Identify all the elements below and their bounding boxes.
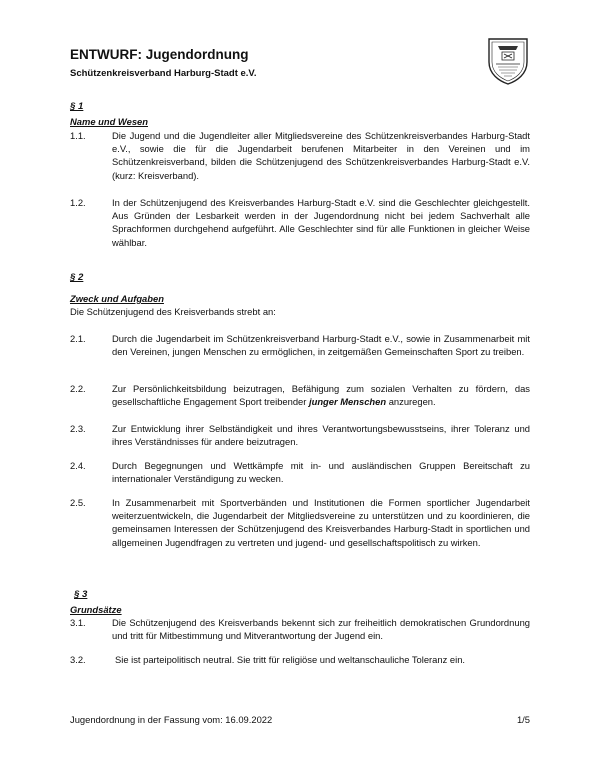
paragraph-1-1: [70, 129, 530, 182]
paragraph-number: 1.1.: [70, 130, 86, 141]
paragraph-3-2: [70, 653, 530, 666]
section-2-intro: Die Schützenjugend des Kreisverbands strebt an:: [70, 306, 276, 317]
section-1-sign: § 1: [70, 101, 84, 112]
paragraph-1-2: [70, 196, 530, 249]
section-2-sign: § 2: [70, 272, 84, 283]
paragraph-2-1: [70, 332, 530, 358]
paragraph-text: In Zusammenarbeit mit Sportverbänden und Institutionen die Formen sportlicher Jugendarbeit weiterzuentwickeln, die Jugendarbeit der Mitgliedsvereine zu unterstützen und zu koordinieren, die gemeinsamen Interessen der Schützenjugend des Kreisverbandes Harburg-Stadt in sportlichen und allgemeinen Jugendfragen zu vertreten und jugend- und gesellschaftspolitisch zu wirken.: [112, 497, 530, 548]
document-title: ENTWURF: Jugendordnung: [70, 47, 249, 62]
paragraph-text: Durch Begegnungen und Wettkämpfe mit in- und ausländischen Gruppen Bereitschaft zu internationaler Verständigung zu wecken.: [112, 460, 530, 485]
paragraph-2-5: [70, 496, 530, 549]
paragraph-3-1: [70, 616, 530, 642]
paragraph-text: [112, 382, 530, 408]
section-1-heading: Name und Wesen: [70, 116, 148, 127]
paragraph-text: In der Schützenjugend des Kreisverbandes Harburg-Stadt e.V. sind die Geschlechter gleichgestellt. Aus Gründen der Lesbarkeit werden in der Jugendordnung nicht bei jedem Sachverhalt alle Sprachformen durchgehend aufgeführt. Alle Geschlechter sind für alle Funktionen in gleicher Weise wählbar.: [112, 197, 530, 248]
paragraph-number: 3.1.: [70, 617, 86, 628]
paragraph-text: Durch die Jugendarbeit im Schützenkreisverband Harburg-Stadt e.V., sowie in Zusammenarbeit mit den Vereinen, jungen Menschen zu ermöglichen, in zeitgemäßen Gemeinschaften Sport zu treiben.: [112, 333, 530, 358]
paragraph-text-part: anzuregen.: [386, 396, 436, 408]
paragraph-text-part: Zur Persönlichkeitsbildung beizutragen, Befähigung zum sozialen Verhalten zu fördern, das gesellschaftliche Engagement Sport treibender: [112, 383, 530, 408]
paragraph-text: Die Jugend und die Jugendleiter aller Mitgliedsvereine des Schützenkreisverbandes Harburg-Stadt e.V., sowie die für die Jugendarbeit berufenen Mitarbeiter in den Vereinen und im Schützenkreisverband, bilden die Schützenjugend des Schützenkreisverbandes Harburg-Stadt e.V. (kurz: Kreisverband).: [112, 130, 530, 181]
paragraph-number: 2.1.: [70, 333, 86, 344]
paragraph-2-3: [70, 422, 530, 448]
paragraph-number: 2.5.: [70, 497, 86, 508]
paragraph-text: Die Schützenjugend des Kreisverbands bekennt sich zur freiheitlich demokratischen Grundordnung und tritt für Mitbestimmung und Mitverantwortung der Jugend ein.: [112, 617, 530, 642]
paragraph-2-2: [70, 382, 530, 408]
paragraph-number: 2.4.: [70, 460, 86, 471]
section-2-heading: Zweck und Aufgaben: [70, 293, 164, 304]
document-subtitle: Schützenkreisverband Harburg-Stadt e.V.: [70, 68, 257, 79]
emphasis-text: junger Menschen: [309, 396, 387, 408]
section-3-heading: Grundsätze: [70, 604, 122, 615]
club-crest-logo: [486, 36, 530, 86]
paragraph-text: Zur Entwicklung ihrer Selbständigkeit und ihres Verantwortungsbewusstseins, ihrer Toleranz und ihres Verständnisses für andere beizutragen.: [112, 423, 530, 448]
paragraph-number: 1.2.: [70, 197, 86, 208]
footer-version: Jugendordnung in der Fassung vom: 16.09.2022: [70, 714, 273, 725]
page-number: 1/5: [516, 714, 530, 725]
paragraph-text: Sie ist parteipolitisch neutral. Sie tritt für religiöse und weltanschauliche Toleranz ein.: [115, 654, 466, 665]
section-3-sign: § 3: [74, 589, 88, 600]
paragraph-number: 2.3.: [70, 423, 86, 434]
paragraph-2-4: [70, 459, 530, 485]
paragraph-number: 2.2.: [70, 383, 86, 394]
paragraph-number: 3.2.: [70, 654, 86, 665]
